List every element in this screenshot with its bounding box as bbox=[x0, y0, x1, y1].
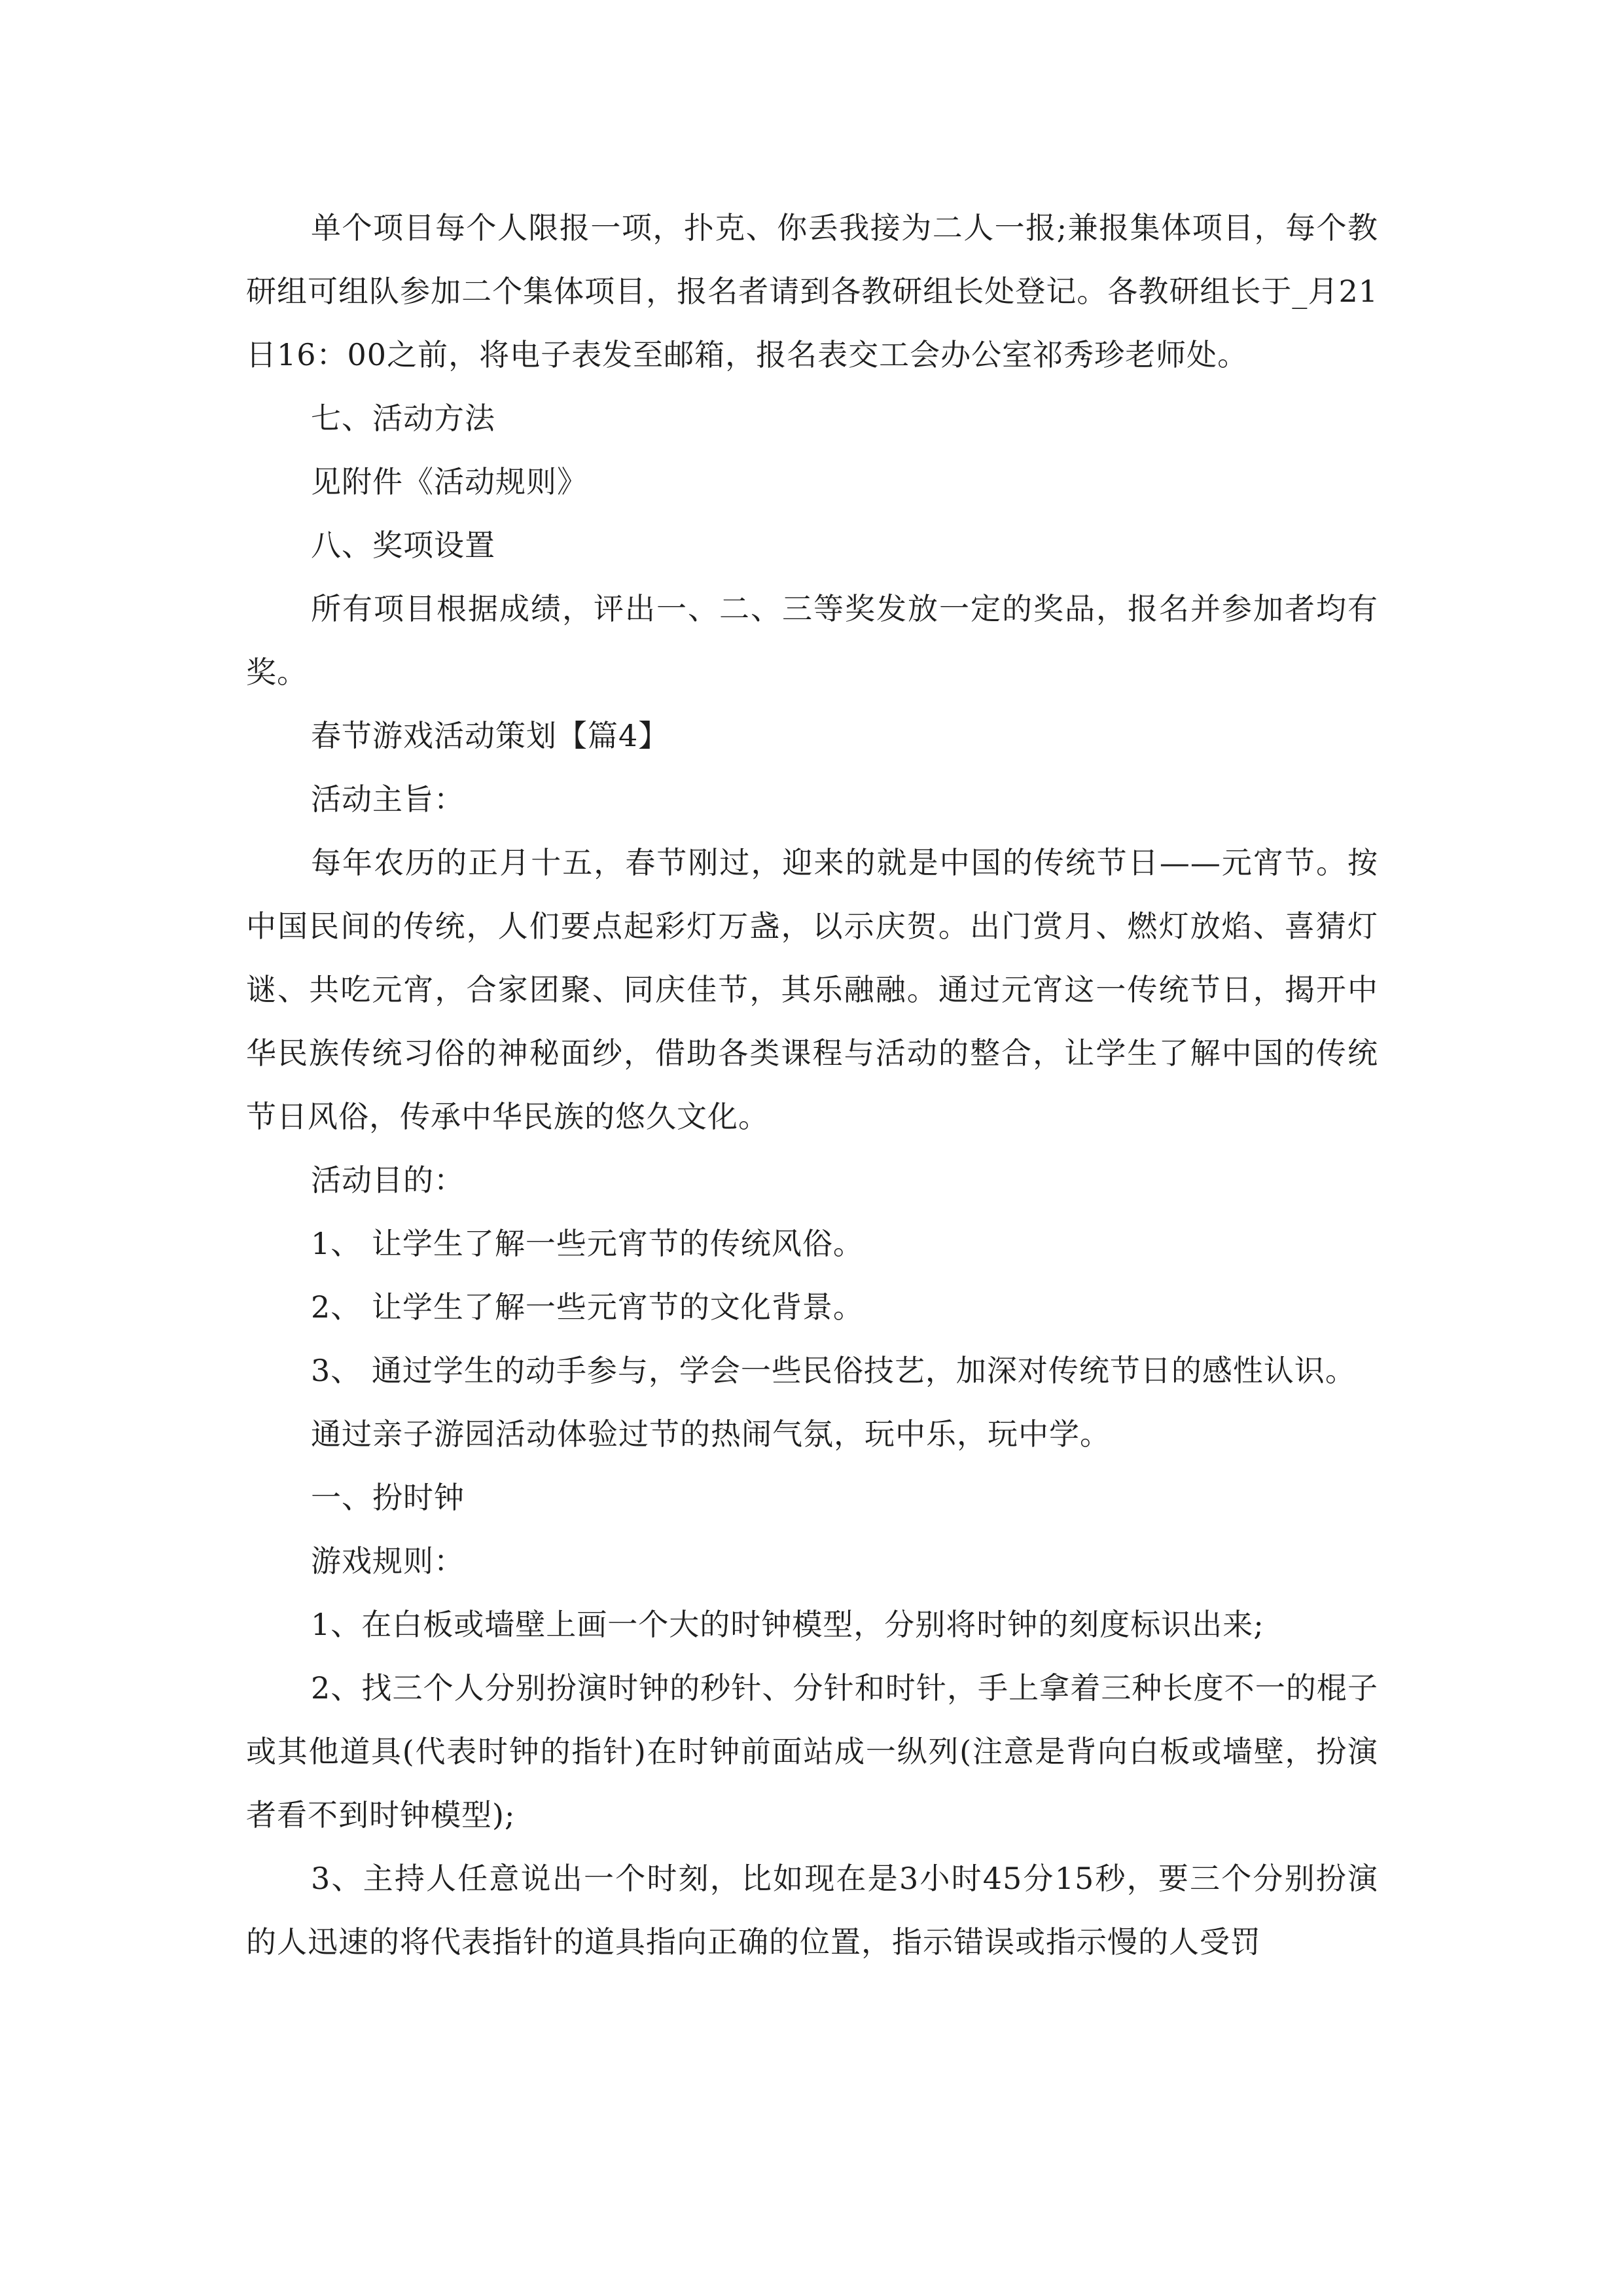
paragraph: 3、 通过学生的动手参与，学会一些民俗技艺，加深对传统节日的感性认识。 bbox=[311, 1353, 1356, 1388]
paragraph: 2、 让学生了解一些元宵节的文化背景。 bbox=[311, 1289, 864, 1325]
paragraph: 活动目的： bbox=[311, 1162, 465, 1198]
paragraph: 3、主持人任意说出一个时刻，比如现在是3小时45分15秒，要三个分别扮演的人迅速的将代表指针的道具指向正确的位置，指示错误或指示慢的人受罚 bbox=[246, 1861, 1378, 1960]
paragraph: 单个项目每个人限报一项，扑克、你丢我接为二人一报;兼报集体项目，每个教研组可组队参加二个集体项目，报名者请到各教研组长处登记。各教研组长于_月21日16：00之前，将电子表发至邮箱，报名表交工会办公室祁秀珍老师处。 bbox=[246, 210, 1378, 372]
paragraph: 所有项目根据成绩，评出一、二、三等奖发放一定的奖品，报名并参加者均有奖。 bbox=[246, 591, 1378, 690]
document-body bbox=[246, 196, 1378, 1974]
paragraph: 一、扮时钟 bbox=[311, 1480, 465, 1515]
paragraph: 八、奖项设置 bbox=[311, 528, 495, 563]
paragraph: 见附件《活动规则》 bbox=[311, 464, 588, 499]
paragraph: 2、找三个人分别扮演时钟的秒针、分针和时针，手上拿着三种长度不一的棍子或其他道具(代表时钟的指针)在时钟前面站成一纵列(注意是背向白板或墙壁，扮演者看不到时钟模型); bbox=[246, 1670, 1378, 1833]
paragraph: 春节游戏活动策划【篇4】 bbox=[311, 718, 669, 753]
paragraph: 游戏规则： bbox=[311, 1543, 465, 1579]
paragraph: 活动主旨： bbox=[311, 781, 465, 817]
paragraph: 每年农历的正月十五，春节刚过，迎来的就是中国的传统节日——元宵节。按中国民间的传统，人们要点起彩灯万盏，以示庆贺。出门赏月、燃灯放焰、喜猜灯谜、共吃元宵，合家团聚、同庆佳节，其乐融融。通过元宵这一传统节日，揭开中华民族传统习俗的神秘面纱，借助各类课程与活动的整合，让学生了解中国的传统节日风俗，传承中华民族的悠久文化。 bbox=[246, 845, 1378, 1134]
paragraph: 1、在白板或墙壁上画一个大的时钟模型，分别将时钟的刻度标识出来; bbox=[311, 1607, 1264, 1642]
paragraph: 1、 让学生了解一些元宵节的传统风俗。 bbox=[311, 1226, 864, 1261]
paragraph: 通过亲子游园活动体验过节的热闹气氛，玩中乐，玩中学。 bbox=[311, 1416, 1111, 1452]
paragraph: 七、活动方法 bbox=[311, 401, 495, 436]
